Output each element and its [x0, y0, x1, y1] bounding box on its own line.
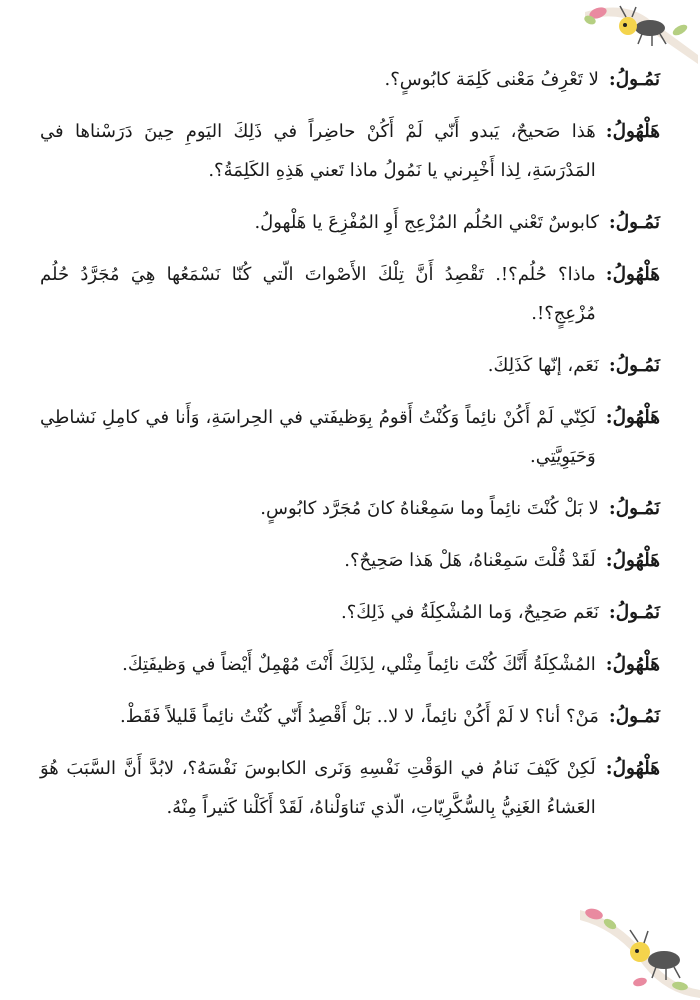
- speaker-name: هَلْهُولُ:: [605, 758, 660, 779]
- speech-text: لَكِنّي لَمْ أَكُنْ نائِماً وَكُنْتُ أَقومُ بِوَظيفَتي في الحِراسَةِ، وَأَنا في كامِلِ نَشاطِي وَحَيَوِيَّتِي.: [40, 407, 596, 467]
- speaker-name: هَلْهُولُ:: [605, 654, 660, 675]
- dialogue-line: [40, 112, 660, 190]
- speaker-name: هَلْهُولُ:: [605, 264, 660, 285]
- dialogue-line: [40, 541, 660, 580]
- speaker-name: نَمُـولُ:: [608, 498, 660, 519]
- speech-text: المُشْكِلَةُ أَنَّكَ كُنْتَ نائِماً مِثْلي، لِذَلِكَ أَنْتَ مُهْمِلٌ أَيْضاً في وَظيفَتِكَ.: [122, 654, 596, 675]
- speaker-name: هَلْهُولُ:: [605, 407, 660, 428]
- speech-text: ماذا؟ حُلُم؟!. تَقْصِدُ أَنَّ تِلْكَ الأَصْواتَ الّتي كُنّا نَسْمَعُها هِيَ مُجَرَّدُ حُلُم مُزْعِجٍ؟!.: [40, 264, 596, 324]
- speaker-name: هَلْهُولُ:: [605, 550, 660, 571]
- speech-text: لا بَلْ كُنْتَ نائِماً وما سَمِعْناهُ كانَ مُجَرَّد كابُوسٍ.: [260, 498, 599, 519]
- dialogue-line: [40, 346, 660, 385]
- speech-text: لا تَعْرِفُ مَعْنى كَلِمَة كابُوسٍ؟.: [384, 69, 599, 90]
- speech-text: نَعَم، إنّها كَذَلِكَ.: [487, 355, 599, 376]
- dialogue-line: [40, 697, 660, 736]
- dialogue-line: [40, 645, 660, 684]
- speaker-name: نَمُـولُ:: [608, 355, 660, 376]
- dialogue-line: [40, 60, 660, 99]
- dialogue: [40, 60, 660, 840]
- speaker-name: نَمُـولُ:: [608, 602, 660, 623]
- speaker-name: نَمُـولُ:: [608, 212, 660, 233]
- speech-text: لَكِنْ كَيْفَ نَنامُ في الوَقْتِ نَفْسِهِ وَنَرى الكابوسَ نَفْسَهُ؟، لابُدَّ أَنَّ السَّبَبَ هُوَ العَشاءُ الغَنِيُّ بِالسُّكَّرِيّاتِ، الّذي تَناوَلْناهُ، لَقَدْ أَكَلْنا كَثيراً مِنْهُ.: [40, 758, 596, 818]
- dialogue-line: [40, 749, 660, 827]
- dialogue-line: [40, 255, 660, 333]
- ant-on-branch-icon: [580, 890, 700, 1000]
- speech-text: كابوسٌ تَعْني الحُلُم المُزْعِج أَوِ المُفْزِعَ يا هَلْهولُ.: [254, 212, 599, 233]
- speech-text: هَذا صَحيحٌ، يَبدو أَنّي لَمْ أَكُنْ حاضِراً في ذَلِكَ اليَومِ حِينَ دَرَسْناها في المَدْرَسَةِ، لِذا أَخْبِرني يا نَمُولُ ماذا تَعني هَذِهِ الكَلِمَةُ؟.: [40, 121, 596, 181]
- dialogue-line: [40, 489, 660, 528]
- speaker-name: نَمُـولُ:: [608, 706, 660, 727]
- speech-text: نَعَم صَحِيحٌ، وَما المُشْكِلَةُ في ذَلِكَ؟.: [340, 602, 599, 623]
- dialogue-line: [40, 398, 660, 476]
- speech-text: مَنْ؟ أنا؟ لا لَمْ أَكُنْ نائِماً، لا لا.. بَلْ أَقْصِدُ أَنّي كُنْتُ نائِماً قَليلاً فَقَطْ.: [120, 706, 599, 727]
- dialogue-line: [40, 593, 660, 632]
- speech-text: لَقَدْ قُلْتَ سَمِعْناهُ، هَلْ هَذا صَحِيحٌ؟.: [344, 550, 596, 571]
- dialogue-line: [40, 203, 660, 242]
- speaker-name: نَمُـولُ:: [608, 69, 660, 90]
- speaker-name: هَلْهُولُ:: [605, 121, 660, 142]
